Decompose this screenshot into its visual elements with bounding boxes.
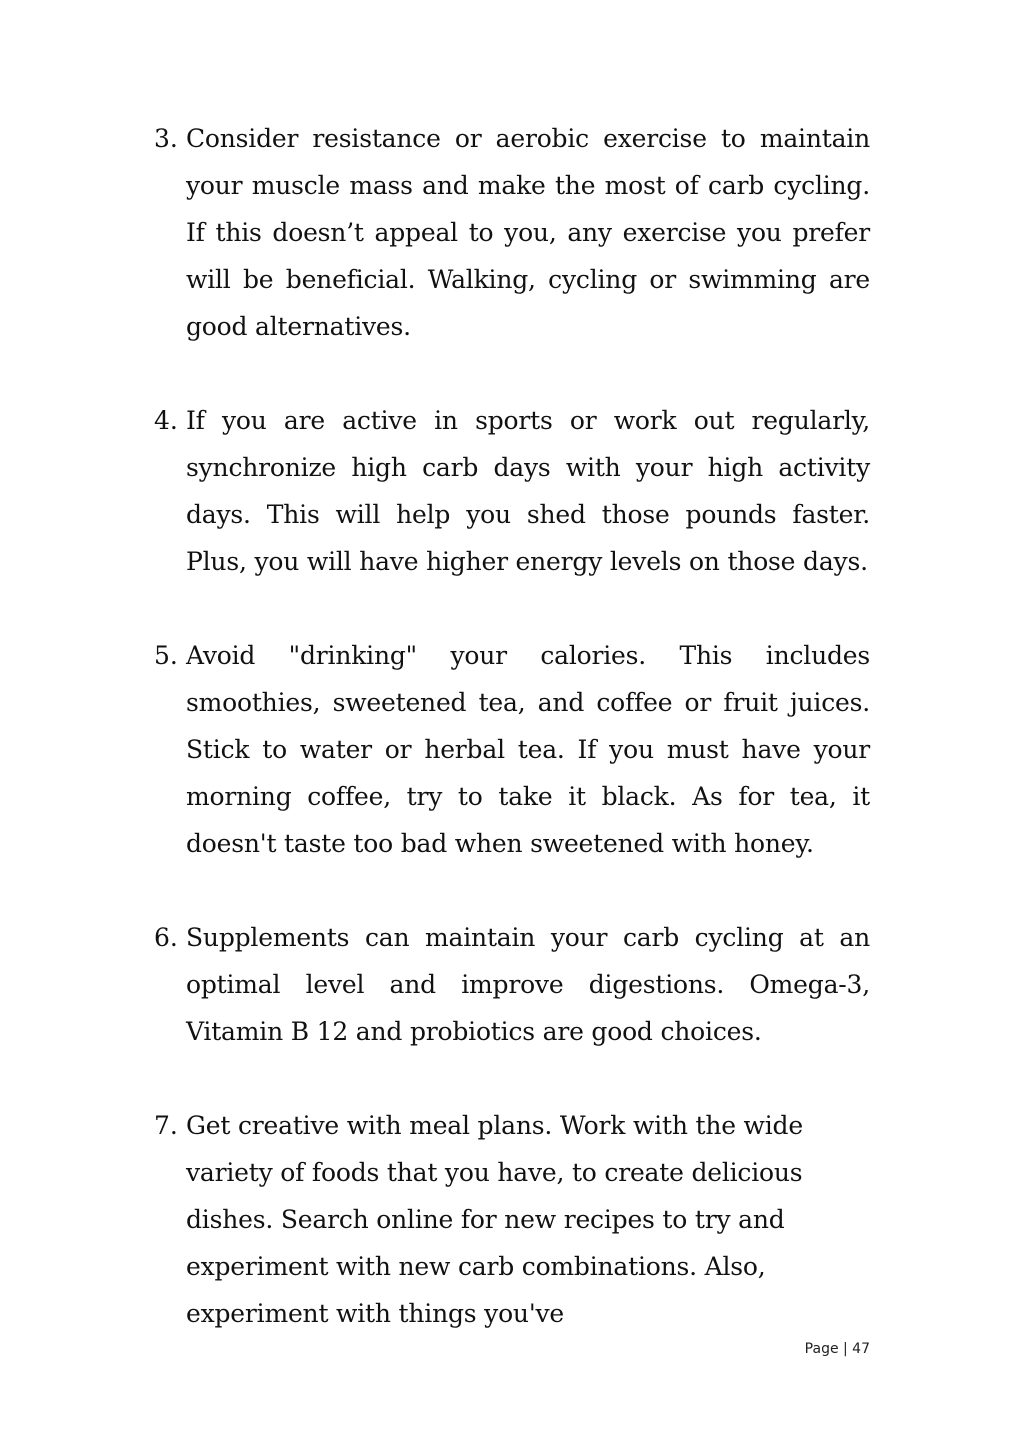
list-item-text: Consider resistance or aerobic exercise to maintain your muscle mass and make the most of carb cycling. If this doesn’t appeal to you, any exercise you prefer will be beneficial. Walking, cycling or swimming are good alternatives. <box>186 124 870 341</box>
list-item-number: 5. <box>154 641 178 670</box>
list-item-text: Avoid "drinking" your calories. This includes smoothies, sweetened tea, and coffee or fruit juices. Stick to water or herbal tea. If you must have your morning coffee, try to take it black. As for tea, it doesn't taste too bad when sweetened with honey. <box>186 641 870 858</box>
list-item-number: 3. <box>154 124 178 153</box>
page-number-footer: Page | 47 <box>804 1341 870 1357</box>
list-item-number: 6. <box>154 923 178 952</box>
list-item-text: Get creative with meal plans. Work with the wide variety of foods that you have, to create delicious dishes. Search online for new recipes to try and experiment with new carb combinations. Also, experiment with things you've <box>186 1111 803 1328</box>
list-item <box>150 1102 870 1337</box>
list-item-text: Supplements can maintain your carb cycling at an optimal level and improve digestions. Omega-3, Vitamin B 12 and probiotics are good choices. <box>186 923 870 1046</box>
list-item <box>150 914 870 1055</box>
list-item-number: 4. <box>154 406 178 435</box>
list-item-text: If you are active in sports or work out regularly, synchronize high carb days with your high activity days. This will help you shed those pounds faster. Plus, you will have higher energy levels on those days. <box>186 406 870 576</box>
list-item <box>150 115 870 350</box>
list-item <box>150 397 870 585</box>
list-item <box>150 632 870 867</box>
list-item-number: 7. <box>154 1111 178 1140</box>
numbered-list <box>150 115 870 1384</box>
